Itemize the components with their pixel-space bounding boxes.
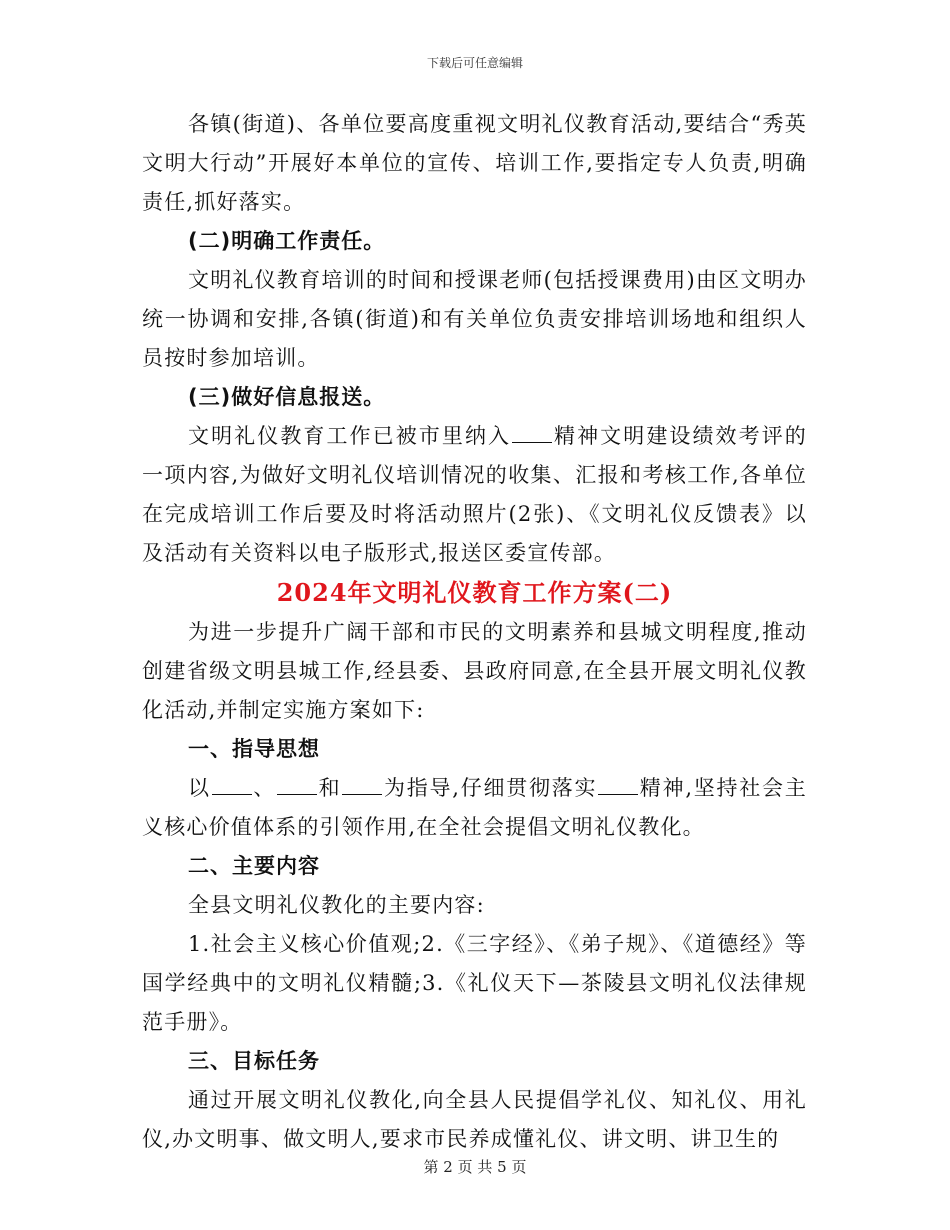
section-heading-main-content: 二、主要内容 <box>188 854 320 878</box>
guiding-part-a: 以 <box>188 776 211 800</box>
section-heading-reporting: (三)做好信息报送。 <box>188 385 386 409</box>
document-body <box>142 105 807 1159</box>
guiding-part-e: 精神,坚持社会主义核心价值体系的引领作用,在全社会提倡文明礼仪教化。 <box>142 776 807 839</box>
paragraph-guiding-thought <box>142 769 807 847</box>
fill-blank <box>512 441 552 443</box>
guiding-part-b: 、 <box>252 776 277 800</box>
fill-blank <box>342 793 382 795</box>
fill-blank <box>598 793 638 795</box>
section-heading-guiding-thought: 一、指导思想 <box>188 737 320 761</box>
paragraph-intro: 为进一步提升广阔干部和市民的文明素养和县城文明程度,推动创建省级文明县城工作,经县委、县政府同意,在全县开展文明礼仪教化活动,并制定实施方案如下: <box>142 620 807 722</box>
paragraph-reporting-part-a: 文明礼仪教育工作已被市里纳入 <box>188 424 512 448</box>
page-header: 下载后可任意编辑 <box>426 56 523 70</box>
guiding-part-d: 为指导,仔细贯彻落实 <box>383 776 598 800</box>
paragraph-main-content-intro: 全县文明礼仪教化的主要内容: <box>188 893 485 917</box>
paragraph-training-requirement: 各镇(街道)、各单位要高度重视文明礼仪教育活动,要结合“秀英文明大行动”开展好本单位的宣传、培训工作,要指定专人负责,明确责任,抓好落实。 <box>142 112 807 214</box>
paragraph-reporting-part-b: 精神文明建设绩效考评的一项内容,为做好文明礼仪培训情况的收集、汇报和考核工作,各单位在完成培训工作后要及时将活动照片(2张)、《文明礼仪反馈表》以及活动有关资料以电子版形式,报送区委宣传部。 <box>142 424 807 565</box>
guiding-part-c: 和 <box>318 776 342 800</box>
paragraph-reporting <box>142 417 807 573</box>
section-heading-goals: 三、目标任务 <box>188 1049 320 1073</box>
fill-blank <box>212 793 252 795</box>
paragraph-main-content-list: 1.社会主义核心价值观;2.《三字经》、《弟子规》、《道德经》等国学经典中的文明礼仪精髓;3.《礼仪天下—茶陵县文明礼仪法律规范手册》。 <box>142 932 807 1034</box>
document-title: 2024年文明礼仪教育工作方案(二) <box>276 578 673 607</box>
paragraph-goals: 通过开展文明礼仪教化,向全县人民提倡学礼仪、知礼仪、用礼仪,办文明事、做文明人,要求市民养成懂礼仪、讲文明、讲卫生的 <box>142 1088 807 1151</box>
paragraph-responsibility: 文明礼仪教育培训的时间和授课老师(包括授课费用)由区文明办统一协调和安排,各镇(街道)和有关单位负责安排培训场地和组织人员按时参加培训。 <box>142 268 807 370</box>
fill-blank <box>277 793 317 795</box>
section-heading-responsibility: (二)明确工作责任。 <box>188 229 386 253</box>
page-footer: 第 2 页 共 5 页 <box>423 1158 527 1176</box>
